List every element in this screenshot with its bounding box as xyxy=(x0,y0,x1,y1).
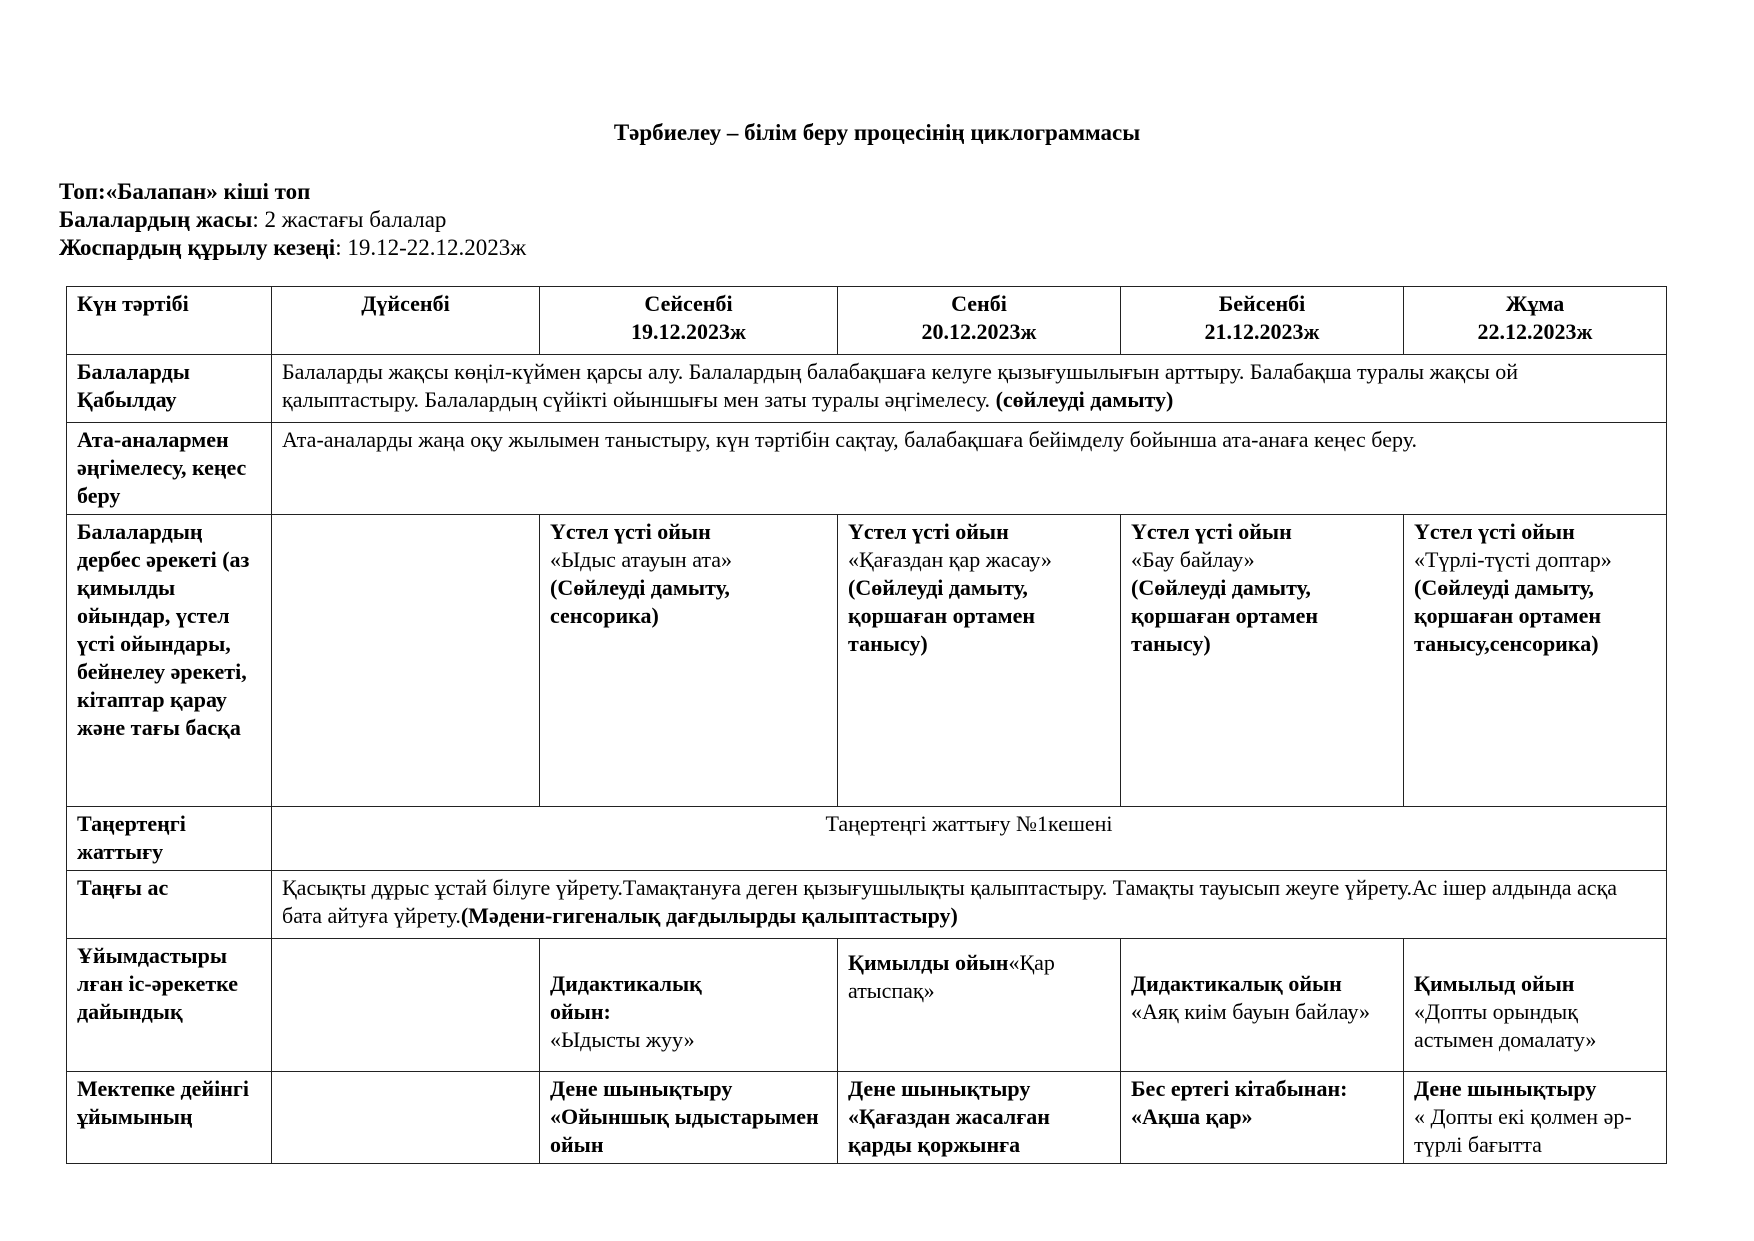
row-label: Ата-аналармен әңгімелесу, кеңес беру xyxy=(67,423,272,515)
header-tuesday: Сейсенбі 19.12.2023ж xyxy=(540,287,838,355)
row-label: Ұйымдастыры лған іс-әрекетке дайындық xyxy=(67,939,272,1072)
independent-tuesday: Үстел үсті ойын «Ыдыс атауын ата» (Сөйлеуді дамыту, сенсорика) xyxy=(540,515,838,807)
row-preparation xyxy=(67,939,1667,1072)
preschool-thursday: Бес ертегі кітабынан: «Ақша қар» xyxy=(1121,1072,1404,1164)
exercise-text: Таңертеңгі жаттығу №1кешені xyxy=(272,807,1667,871)
header-day-order: Күн тәртібі xyxy=(67,287,272,355)
schedule-table xyxy=(66,286,1667,1164)
independent-friday: Үстел үсті ойын «Түрлі-түсті доптар» (Сөйлеуді дамыту, қоршаған ортамен танысу,сенсорика) xyxy=(1404,515,1667,807)
period-line: Жоспардың құрылу кезеңі: 19.12-22.12.2023ж xyxy=(59,235,527,260)
parents-text: Ата-аналарды жаңа оқу жылымен таныстыру, күн тәртібін сақтау, балабақшаға бейімделу бойынша ата-анаға кеңес беру. xyxy=(272,423,1667,515)
row-label: Таңертеңгі жаттығу xyxy=(67,807,272,871)
preparation-thursday: Дидактикалық ойын «Аяқ киім бауын байлау» xyxy=(1121,939,1404,1072)
header-wednesday: Сенбі 20.12.2023ж xyxy=(838,287,1121,355)
row-morning-exercise xyxy=(67,807,1667,871)
preschool-tuesday: Дене шынықтыру «Ойыншық ыдыстарымен ойын xyxy=(540,1072,838,1164)
header-monday: Дүйсенбі xyxy=(272,287,540,355)
page-title: Тәрбиелеу – білім беру процесінің циклограммасы xyxy=(613,120,1141,145)
age-line: Балалардың жасы: 2 жастағы балалар xyxy=(59,207,447,232)
group-line: Топ:«Балапан» кіші топ xyxy=(59,179,311,204)
header-friday: Жұма 22.12.2023ж xyxy=(1404,287,1667,355)
header-thursday: Бейсенбі 21.12.2023ж xyxy=(1121,287,1404,355)
preparation-tuesday: Дидактикалық ойын: «Ыдысты жуу» xyxy=(540,939,838,1072)
independent-wednesday: Үстел үсті ойын «Қағаздан қар жасау» (Сөйлеуді дамыту, қоршаған ортамен танысу) xyxy=(838,515,1121,807)
preschool-friday: Дене шынықтыру « Допты екі қолмен әр-түрлі бағытта xyxy=(1404,1072,1667,1164)
preparation-wednesday: Қимылды ойын«Қар атыспақ» xyxy=(838,939,1121,1072)
preschool-wednesday: Дене шынықтыру «Қағаздан жасалған қарды қоржынға xyxy=(838,1072,1121,1164)
row-label: Мектепке дейінгі ұйымының xyxy=(67,1072,272,1164)
row-preschool xyxy=(67,1072,1667,1164)
preparation-monday xyxy=(272,939,540,1072)
row-reception xyxy=(67,355,1667,423)
preparation-friday: Қимылыд ойын «Допты орындық астымен домалату» xyxy=(1404,939,1667,1072)
row-label: Балалардың дербес әрекеті (аз қимылды ойындар, үстел үсті ойындары, бейнелеу әрекеті, кітаптар қарау және тағы басқа xyxy=(67,515,272,807)
row-label: Балаларды Қабылдау xyxy=(67,355,272,423)
breakfast-text: Қасықты дұрыс ұстай білуге үйрету.Тамақтануға деген қызығушылықты қалыптастыру. Тамақты тауысып жеуге үйрету.Ас ішер алдында асқа бата айтуға үйрету.(Мәдени-гигеналық дағдылырды қалыптастыру) xyxy=(272,871,1667,939)
reception-text: Балаларды жақсы көңіл-күймен қарсы алу. Балалардың балабақшаға келуге қызығушылығын арттыру. Балабақша туралы жақсы ой қалыптастыру. Балалардың сүйікті ойыншығы мен заты туралы әңгімелесу. (сөйлеуді дамыту) xyxy=(272,355,1667,423)
preschool-monday xyxy=(272,1072,540,1164)
row-parents xyxy=(67,423,1667,515)
row-breakfast xyxy=(67,871,1667,939)
plan-meta xyxy=(59,178,526,262)
independent-monday xyxy=(272,515,540,807)
row-independent-activity xyxy=(67,515,1667,807)
header-row xyxy=(67,287,1667,355)
row-label: Таңғы ас xyxy=(67,871,272,939)
independent-thursday: Үстел үсті ойын «Бау байлау» (Сөйлеуді дамыту, қоршаған ортамен танысу) xyxy=(1121,515,1404,807)
